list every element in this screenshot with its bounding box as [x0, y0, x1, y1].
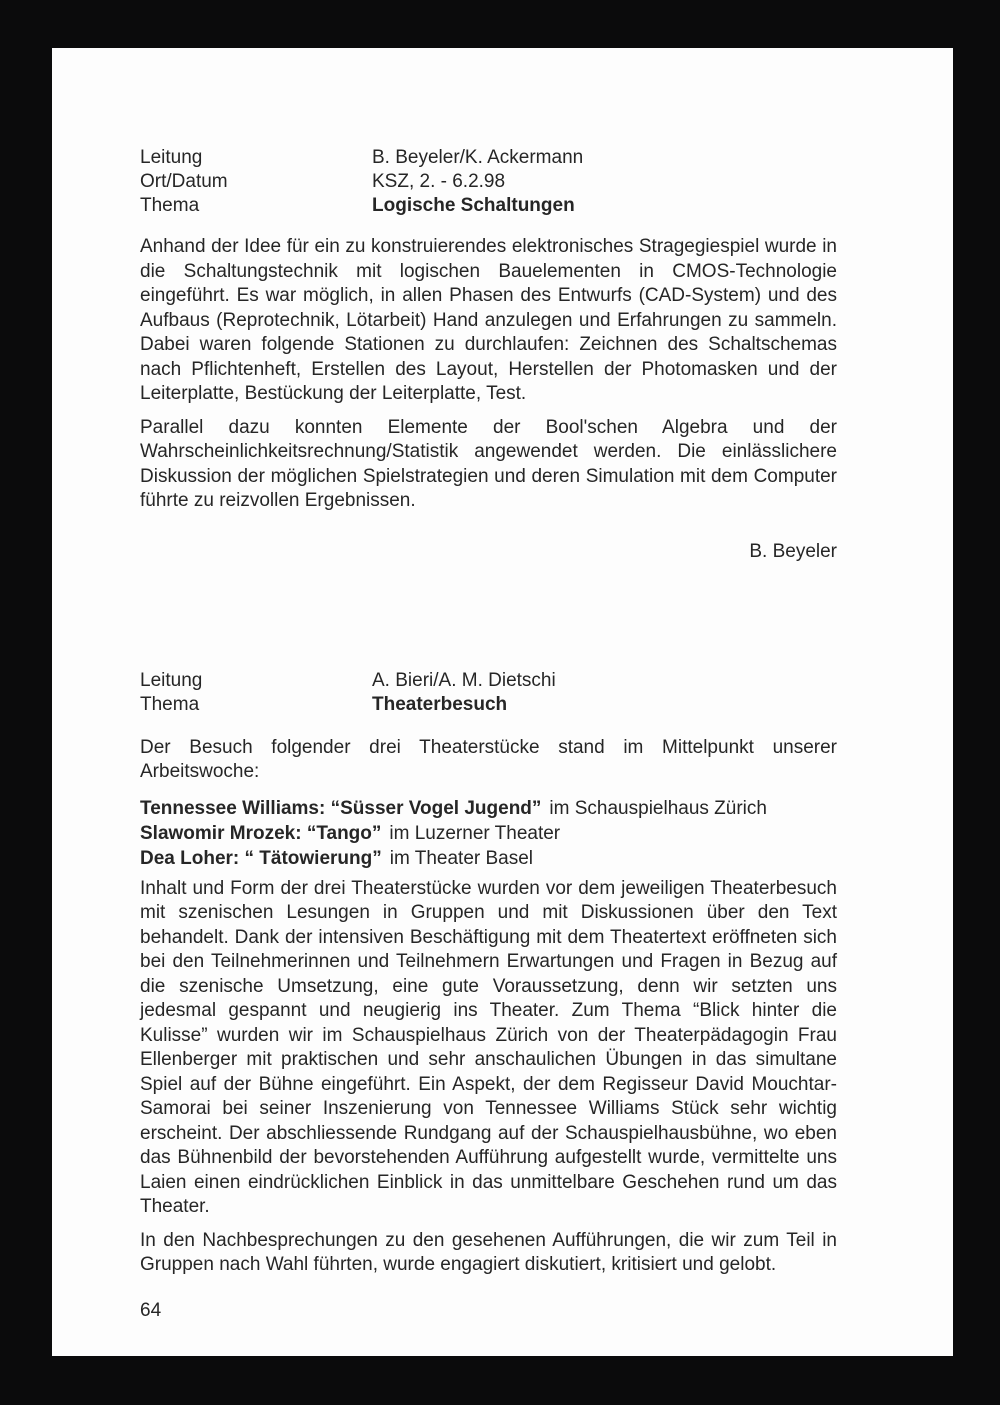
- play-item-loher: [140, 846, 837, 871]
- play-list: [140, 796, 837, 871]
- meta-label: Leitung: [140, 147, 203, 168]
- meta-label: Thema: [140, 693, 200, 715]
- meta-value: KSZ, 2. - 6.2.98: [372, 171, 506, 192]
- meta-label: Thema: [140, 195, 200, 216]
- play-item-mrozek: [140, 821, 837, 846]
- document-page: [52, 48, 953, 1356]
- meta-row-leitung: [140, 146, 837, 170]
- play-venue: im Luzerner Theater: [389, 822, 561, 844]
- page-number: 64: [140, 1300, 162, 1321]
- meta-row-leitung: [140, 669, 837, 693]
- meta-row-thema: [140, 194, 837, 218]
- meta-label: Leitung: [140, 669, 203, 691]
- section1-paragraph-2: Parallel dazu konnten Elemente der Bool'schen Algebra und der Wahrscheinlichkeitsrechnung/Statistik angewendet werden. Die einlässlichere Diskussion der möglichen Spielstrategien und deren Simulation mit dem Computer führte zu reizvollen Ergebnissen.: [140, 416, 837, 511]
- section2-intro: Der Besuch folgender drei Theaterstücke stand im Mittelpunkt unserer Arbeitswoche:: [140, 736, 837, 782]
- session2-meta-block: [140, 669, 837, 717]
- section2-paragraph-1: Inhalt und Form der drei Theaterstücke wurden vor dem jeweiligen Theaterbesuch mit szenischen Lesungen in Gruppen und mit Diskussionen über den Text behandelt. Dank der intensiven Beschäftigung mit dem Theatertext eröffneten sich bei den Teilnehmerinnen und Teilnehmern Erwartungen und Fragen in Bezug auf die szenische Umsetzung, eine gute Voraussetzung, denn wir setzten uns jedesmal gespannt und neugierig ins Theater. Zum Thema “Blick hinter die Kulisse” wurden wir im Schauspielhaus Zürich von der Theaterpädagogin Frau Ellenberger mit praktischen und sehr anschaulichen Übungen in das simultane Spiel auf der Bühne eingeführt. Ein Aspekt, der dem Regisseur David Mouchtar-Samorai bei seiner Inszenierung von Tennessee Williams Stück sehr wichtig erscheint. Der abschliessende Rundgang auf der Schauspielhausbühne, wo eben das Bühnenbild der bevorstehenden Aufführung aufgestellt wurde, vermittelte uns Laien einen eindrücklichen Einblick in das unmittelbare Geschehen rund um das Theater.: [140, 877, 837, 1217]
- meta-label: Ort/Datum: [140, 171, 228, 192]
- play-venue: im Theater Basel: [389, 847, 534, 869]
- section2-paragraph-2: In den Nachbesprechungen zu den gesehenen Aufführungen, die wir zum Teil in Gruppen nach Wahl führten, wurde engagiert diskutiert, kritisiert und gelobt.: [140, 1229, 837, 1275]
- play-venue: im Schauspielhaus Zürich: [549, 797, 767, 819]
- meta-row-ort-datum: [140, 170, 837, 194]
- play-item-williams: [140, 796, 837, 821]
- page-content: [140, 146, 837, 1278]
- play-title: Slawomir Mrozek: “Tango”: [140, 822, 382, 844]
- meta-value: A. Bieri/A. M. Dietschi: [372, 669, 556, 691]
- play-title: Tennessee Williams: “Süsser Vogel Jugend”: [140, 797, 542, 819]
- signature-beyeler: B. Beyeler: [749, 540, 837, 562]
- section1-paragraph-1: Anhand der Idee für ein zu konstruierendes elektronisches Stragegiespiel wurde in die Schaltungstechnik mit logischen Bauelementen in CMOS-Technologie eingeführt. Es war möglich, in allen Phasen des Entwurfs (CAD-System) und des Aufbaus (Reprotechnik, Lötarbeit) Hand anzulegen und Erfahrungen zu sammeln. Dabei waren folgende Stationen zu durchlaufen: Zeichnen des Schaltschemas nach Pflichtenheft, Erstellen des Layout, Herstellen der Photomasken und der Leiterplatte, Bestückung der Leiterplatte, Test.: [140, 236, 837, 404]
- meta-value-thema: Theaterbesuch: [372, 693, 508, 715]
- meta-value-thema: Logische Schaltungen: [372, 195, 575, 216]
- meta-row-thema: [140, 693, 837, 717]
- meta-value: B. Beyeler/K. Ackermann: [372, 147, 584, 168]
- session1-meta-block: [140, 146, 837, 218]
- play-title: Dea Loher: “ Tätowierung”: [140, 847, 382, 869]
